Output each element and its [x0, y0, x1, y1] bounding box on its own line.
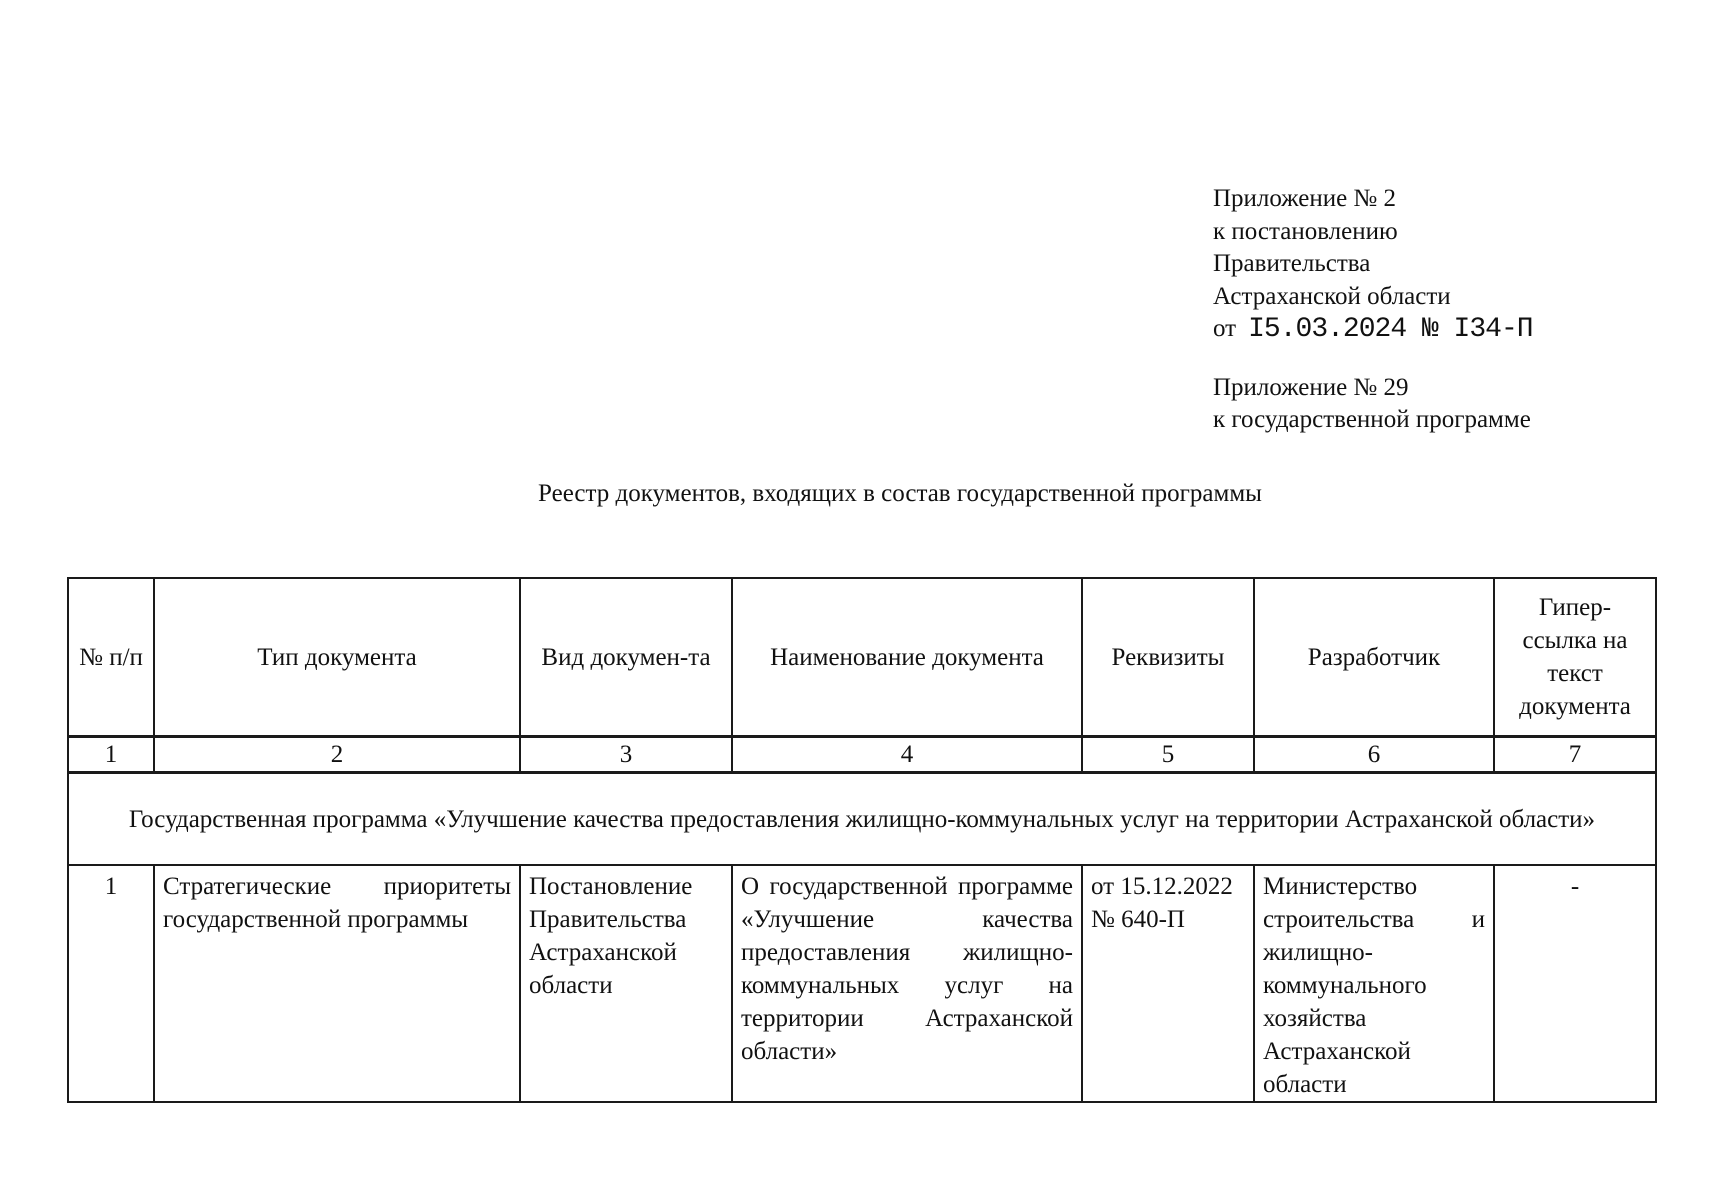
row-requisites-date: от 15.12.2022	[1091, 873, 1233, 900]
column-number: 1	[68, 737, 154, 773]
program-annex-line-1: Приложение № 29	[1213, 373, 1409, 401]
header-requisites: Реквизиты	[1082, 578, 1254, 737]
program-annex-line-2: к государственной программе	[1213, 406, 1531, 433]
row-developer: Министерство строительства и жилищно-коммунального хозяйства Астраханской области	[1254, 865, 1494, 1102]
column-number: 2	[154, 737, 520, 773]
column-number: 6	[1254, 737, 1494, 773]
table-header-row	[68, 578, 1656, 737]
table-row	[68, 865, 1656, 1102]
row-requisites-number: № 640-П	[1091, 906, 1185, 933]
row-type: Стратегические приоритеты государственной программы	[154, 865, 520, 1102]
section-title: Государственная программа «Улучшение качества предоставления жилищно-коммунальных услуг на территории Астраханской области»	[68, 773, 1656, 866]
row-name: О государственной программе «Улучшение качества предоставления жилищно-коммунальных услуг на территории Астраханской области»	[732, 865, 1082, 1102]
header-developer: Разработчик	[1254, 578, 1494, 737]
section-row	[68, 773, 1656, 866]
annex-date-line	[1213, 313, 1683, 347]
document-title: Реестр документов, входящих в состав государственной программы	[538, 480, 1262, 507]
annex-line-4: Астраханской области	[1213, 282, 1451, 310]
annex-line-3: Правительства	[1213, 250, 1371, 277]
header-type: Тип документа	[154, 578, 520, 737]
header-kind: Вид докумен-та	[520, 578, 732, 737]
annex-date-value: I5.03.2024 № I34-П	[1248, 314, 1533, 345]
column-number: 3	[520, 737, 732, 773]
row-link: -	[1494, 865, 1656, 1102]
row-kind: Постановление Правительства Астраханской области	[520, 865, 732, 1102]
registry-table	[67, 577, 1657, 1103]
column-numbers-row	[68, 737, 1656, 773]
header-name: Наименование документа	[732, 578, 1082, 737]
header-link: Гипер-ссылка на текст документа	[1494, 578, 1656, 737]
annex-line-2: к постановлению	[1213, 217, 1398, 245]
annex-date-prefix: от	[1213, 315, 1237, 342]
column-number: 7	[1494, 737, 1656, 773]
annex-line-1: Приложение № 2	[1213, 185, 1397, 212]
annex-stamp	[1213, 183, 1683, 437]
row-num: 1	[68, 865, 154, 1102]
header-num: № п/п	[68, 578, 154, 737]
row-requisites	[1082, 865, 1254, 1102]
column-number: 4	[732, 737, 1082, 773]
column-number: 5	[1082, 737, 1254, 773]
